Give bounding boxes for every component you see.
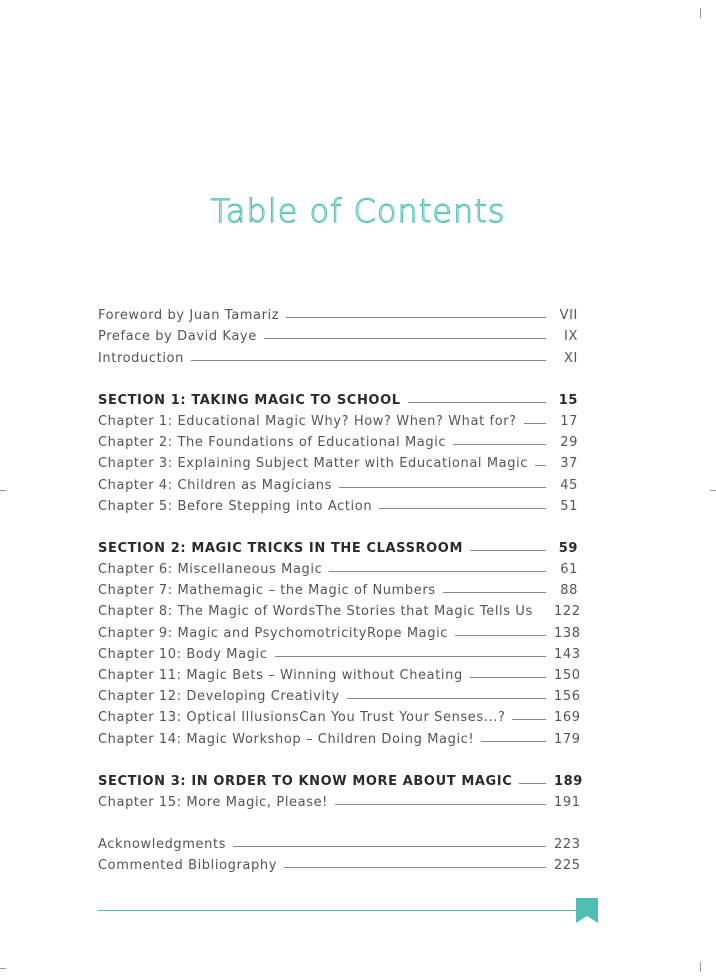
toc-entry[interactable]: [98, 323, 578, 344]
leader-line: [481, 741, 546, 742]
leader-line: [233, 846, 546, 847]
entry-label: Chapter 1: Educational Magic Why? How? When? What for?: [98, 413, 517, 429]
toc-section-heading[interactable]: [98, 535, 578, 556]
entry-label: Chapter 12: Developing Creativity: [98, 689, 340, 705]
toc-entry[interactable]: [98, 641, 581, 662]
leader-line: [524, 423, 546, 424]
leader-line: [453, 444, 546, 445]
toc-entry[interactable]: [98, 725, 581, 747]
entry-page: 225: [554, 858, 581, 874]
footer-rule: [98, 910, 576, 911]
toc-entry[interactable]: [98, 852, 581, 874]
table-of-contents: [98, 302, 583, 874]
leader-line: [275, 656, 546, 657]
entry-label: Chapter 13: Optical IllusionsCan You Trust Your Senses...?: [98, 710, 506, 726]
section-page: 189: [554, 773, 583, 789]
entry-label: Chapter 3: Explaining Subject Matter with Educational Magic: [98, 456, 529, 472]
entry-page: IX: [564, 329, 578, 345]
leader-line: [347, 698, 546, 699]
toc-entry[interactable]: [98, 450, 578, 471]
entry-label: Chapter 8: The Magic of WordsThe Stories that Magic Tells Us: [98, 604, 533, 620]
entry-label: Acknowledgments: [98, 837, 227, 853]
leader-line: [512, 719, 546, 720]
toc-entry[interactable]: [98, 789, 581, 810]
entry-label: Chapter 6: Miscellaneous Magic: [98, 562, 323, 578]
toc-entry[interactable]: [98, 408, 578, 429]
entry-label: Chapter 5: Before Stepping into Action: [98, 498, 373, 514]
section-page: 59: [558, 540, 578, 556]
leader-line: [191, 360, 546, 361]
toc-entry[interactable]: [98, 619, 581, 641]
entry-page: 29: [560, 435, 578, 451]
leader-line: [286, 317, 546, 318]
leader-line: [535, 465, 546, 466]
entry-page: 191: [554, 794, 581, 810]
toc-entry[interactable]: [98, 493, 578, 514]
toc-entry[interactable]: [98, 471, 578, 492]
entry-page: 156: [554, 689, 581, 705]
entry-page: 51: [560, 498, 578, 514]
entry-page: 143: [554, 646, 581, 662]
entry-label: Chapter 9: Magic and PsychomotricityRope Magic: [98, 625, 449, 641]
entry-page: VII: [559, 308, 578, 324]
entry-page: XI: [564, 350, 578, 366]
leader-line: [284, 867, 546, 868]
toc-entry[interactable]: [98, 577, 578, 598]
toc-entry[interactable]: [98, 598, 581, 620]
leader-line: [519, 783, 546, 784]
entry-label: Introduction: [98, 350, 184, 366]
toc-entry[interactable]: [98, 429, 578, 450]
entry-page: 150: [554, 668, 581, 683]
entry-page: 61: [560, 562, 578, 578]
entry-label: Foreword by Juan Tamariz: [98, 308, 280, 324]
section-page: 15: [558, 392, 578, 408]
entry-page: 179: [554, 731, 581, 747]
toc-section-heading[interactable]: [98, 768, 583, 789]
toc-entry[interactable]: [98, 704, 581, 726]
entry-label: Preface by David Kaye: [98, 329, 257, 345]
entry-page: 169: [554, 710, 581, 726]
leader-line: [379, 508, 546, 509]
leader-line: [408, 402, 546, 403]
crop-mark: [700, 962, 701, 972]
entry-page: 88: [560, 583, 578, 599]
entry-page: 17: [560, 413, 578, 429]
toc-entry[interactable]: [98, 683, 581, 705]
leader-line: [470, 550, 546, 551]
spacer: [98, 747, 578, 768]
leader-line: [470, 677, 546, 678]
leader-line: [339, 487, 546, 488]
entry-page: 223: [554, 837, 581, 853]
entry-label: Chapter 15: More Magic, Please!: [98, 794, 328, 810]
entry-page: 122: [554, 604, 581, 620]
toc-entry[interactable]: [98, 302, 578, 323]
section-label: SECTION 2: MAGIC TRICKS IN THE CLASSROOM: [98, 540, 463, 556]
toc-section-heading[interactable]: [98, 387, 578, 408]
spacer: [98, 514, 578, 535]
toc-entry[interactable]: [98, 344, 578, 365]
page-title: Table of Contents: [210, 192, 506, 230]
entry-page: 138: [554, 625, 581, 641]
leader-line: [443, 592, 546, 593]
entry-label: Chapter 14: Magic Workshop – Children Doing Magic!: [98, 731, 475, 747]
entry-label: Chapter 10: Body Magic: [98, 646, 268, 662]
bookmark-icon: [576, 898, 598, 923]
leader-line: [329, 571, 546, 572]
leader-line: [455, 635, 546, 636]
entry-label: Commented Bibliography: [98, 858, 277, 874]
crop-mark: [710, 490, 716, 491]
crop-mark: [0, 490, 6, 491]
toc-entry[interactable]: [98, 831, 581, 853]
section-label: SECTION 1: TAKING MAGIC TO SCHOOL: [98, 392, 401, 408]
entry-page: 45: [560, 477, 578, 493]
spacer: [98, 366, 578, 387]
entry-label: Chapter 4: Children as Magicians: [98, 477, 332, 493]
entry-label: Chapter 11: Magic Bets – Winning without Cheating: [98, 668, 463, 683]
leader-line: [264, 338, 546, 339]
toc-entry[interactable]: [98, 556, 578, 577]
section-label: SECTION 3: IN ORDER TO KNOW MORE ABOUT MAGIC: [98, 773, 513, 789]
crop-mark: [0, 968, 6, 969]
entry-page: 37: [560, 456, 578, 472]
entry-label: Chapter 2: The Foundations of Educational Magic: [98, 435, 447, 451]
leader-line: [335, 804, 546, 805]
spacer: [98, 810, 578, 831]
crop-mark: [700, 8, 701, 18]
toc-entry[interactable]: [98, 662, 581, 683]
entry-label: Chapter 7: Mathemagic – the Magic of Numbers: [98, 583, 436, 599]
